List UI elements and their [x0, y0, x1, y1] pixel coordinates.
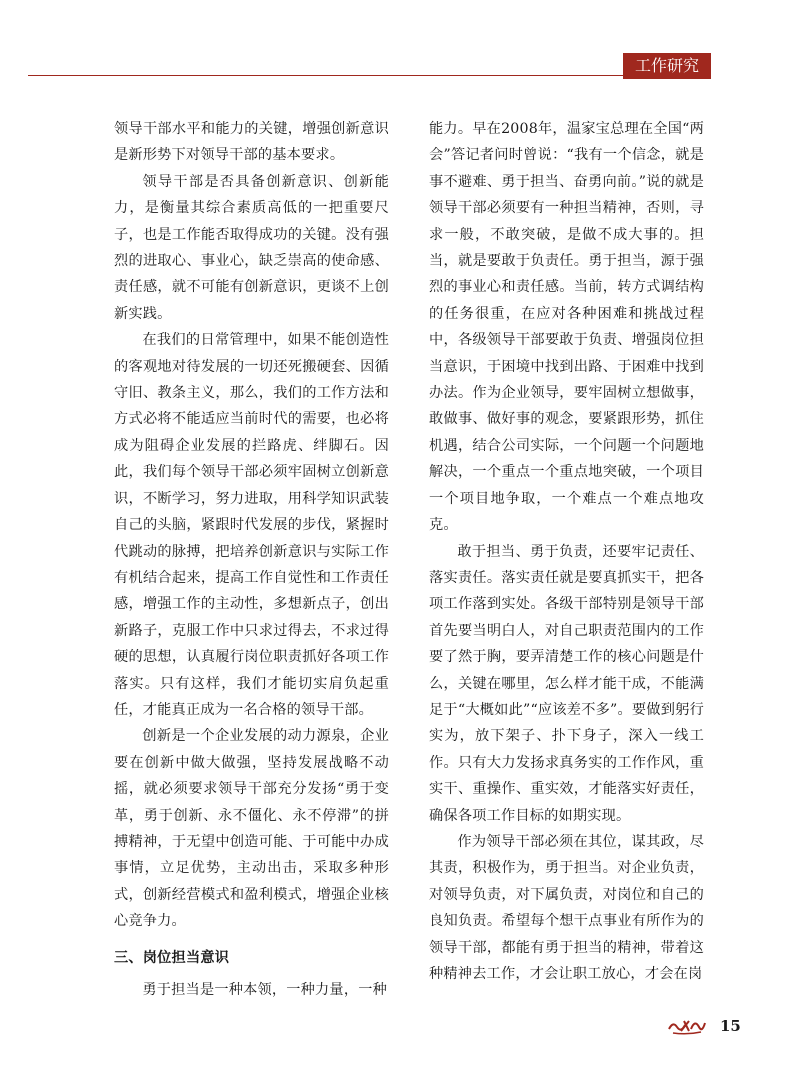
right-paragraph-2: 敢于担当、勇于负责，还要牢记责任、落实责任。落实责任就是要真抓实干，把各项工作落到实处。各级干部特别是领导干部首先要当明白人，对自己职责范围内的工作要了然于胸，要弄清楚工作的核心问题是什么，关键在哪里，怎么样才能干成，不能满足于“大概如此”“应该差不多”。要做到躬行实为，放下架子、扑下身子，深入一线工作。只有大力发扬求真务实的工作作风，重实干、重操作、重实效，才能落实好责任，确保各项工作目标的如期实现。	[429, 543, 704, 824]
left-paragraph-1: 领导干部水平和能力的关键，增强创新意识是新形势下对领导干部的基本要求。	[114, 121, 389, 164]
section-heading: 三、岗位担当意识	[114, 949, 230, 966]
right-paragraph-1: 能力。早在2008年，温家宝总理在全国“两会”答记者问时曾说：“我有一个信念，就是事不避难、勇于担当、奋勇向前。”说的就是领导干部必须要有一种担当精神，否则，寻求一般，不敢突破，是做不成大事的。担当，就是要敢于负责任。勇于担当，源于强烈的事业心和责任感。当前，转方式调结构的任务很重，在应对各种困难和挑战过程中，各级领导干部要敢于负责、增强岗位担当意识，于困境中找到出路、于困难中找到办法。作为企业领导，要牢固树立想做事，敢做事、做好事的观念，要紧跟形势，抓住机遇，结合公司实际，一个问题一个问题地解决，一个重点一个重点地突破，一个项目一个项目地争取，一个难点一个难点地攻克。	[429, 121, 704, 534]
left-column	[114, 116, 389, 1003]
page-number: 15	[720, 1017, 741, 1035]
right-column	[429, 116, 704, 987]
left-paragraph-2: 领导干部是否具备创新意识、创新能力，是衡量其综合素质高低的一把重要尺子，也是工作能否取得成功的关键。没有强烈的进取心、事业心，缺乏崇高的使命感、责任感，就不可能有创新意识，更谈不上创新实践。	[114, 173, 389, 322]
right-paragraph-3: 作为领导干部必须在其位，谋其政，尽其责，积极作为，勇于担当。对企业负责，对领导负责，对下属负责，对岗位和自己的良知负责。希望每个想干点事业有所作为的领导干部，都能有勇于担当的精神，带着这种精神去工作，才会让职工放心，才会在岗	[429, 833, 704, 982]
journal-logo-icon	[667, 1015, 707, 1037]
section-tag: 工作研究	[623, 53, 711, 79]
left-paragraph-5: 勇于担当是一种本领，一种力量，一种	[142, 982, 387, 998]
left-paragraph-3: 在我们的日常管理中，如果不能创造性的客观地对待发展的一切还死搬硬套、因循守旧、教条主义，那么，我们的工作方法和方式必将不能适应当前时代的需要，也必将成为阻碍企业发展的拦路虎、绊脚石。因此，我们每个领导干部必须牢固树立创新意识，不断学习，努力进取，用科学知识武装自己的头脑，紧跟时代发展的步伐，紧握时代跳动的脉搏，把培养创新意识与实际工作有机结合起来，提高工作自觉性和工作责任感，增强工作的主动性，多想新点子，创出新路子，克服工作中只求过得去，不求过得硬的思想，认真履行岗位职责抓好各项工作落实。只有这样，我们才能切实肩负起重任，才能真正成为一名合格的领导干部。	[114, 332, 389, 718]
header-rule	[28, 75, 706, 76]
left-paragraph-4: 创新是一个企业发展的动力源泉，企业要在创新中做大做强，坚持发展战略不动摇，就必须要求领导干部充分发扬“勇于变革，勇于创新、永不僵化、永不停滞”的拼搏精神，于无望中创造可能、于可能中办成事情，立足优势，主动出击，采取多种形式，创新经营模式和盈利模式，增强企业核心竞争力。	[114, 728, 389, 930]
